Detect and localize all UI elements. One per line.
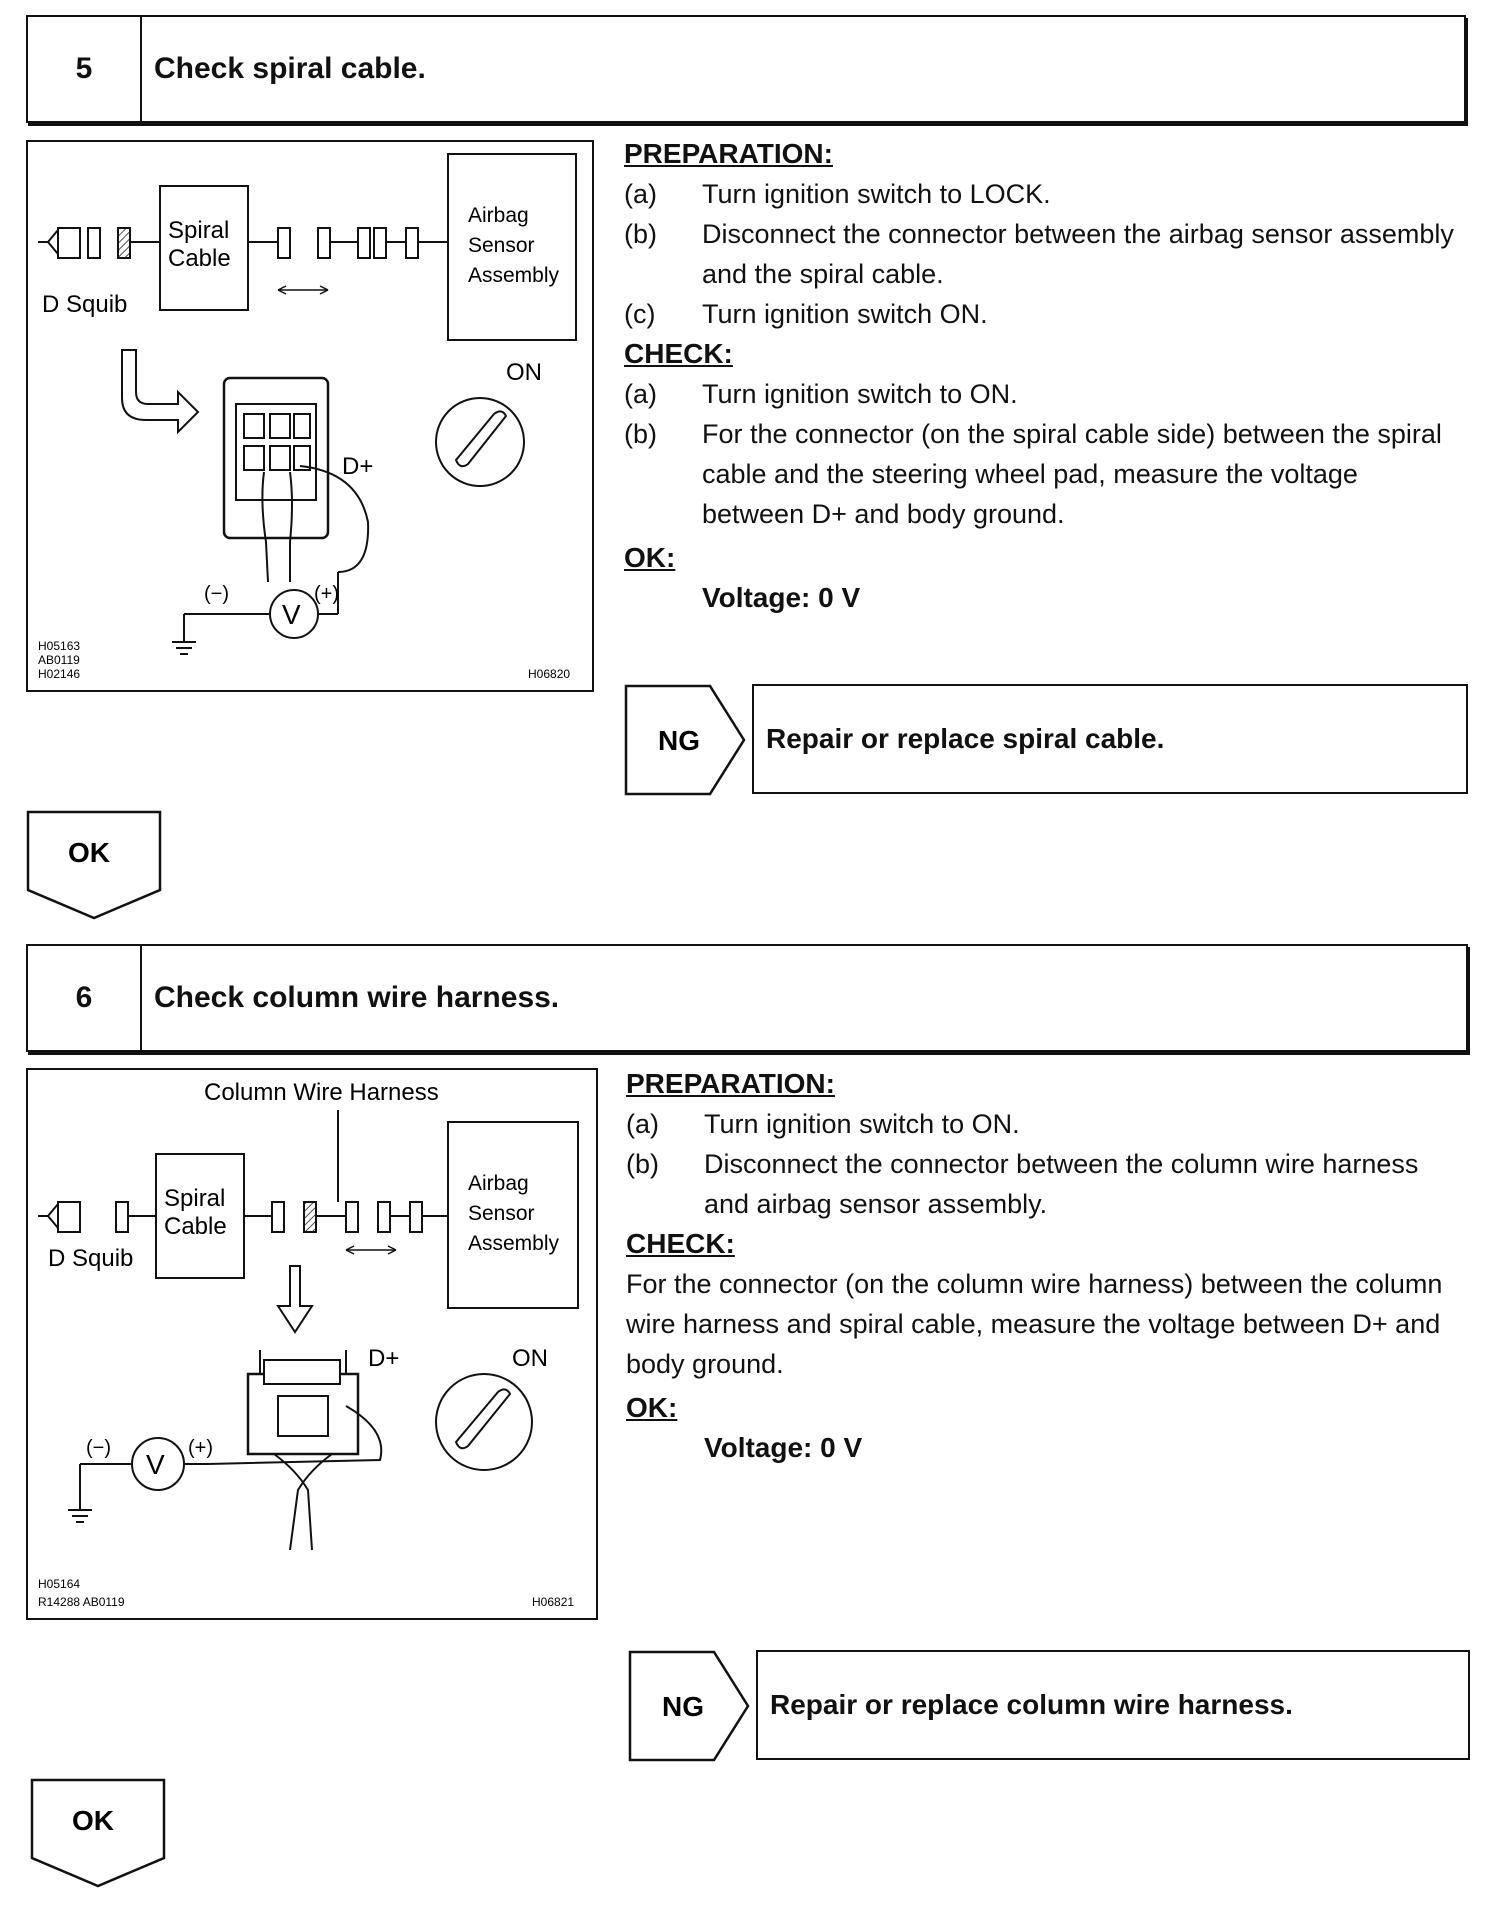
svg-text:H05164: H05164 (38, 1577, 81, 1591)
svg-text:OK: OK (68, 837, 110, 868)
svg-text:H05163: H05163 (38, 639, 81, 653)
ng-arrow-step-6 (628, 1650, 758, 1764)
svg-text:Cable: Cable (164, 1213, 227, 1240)
step-6-header (26, 944, 1468, 1052)
ok-heading: OK: (624, 542, 676, 573)
svg-text:NG: NG (662, 1691, 704, 1722)
check-heading: CHECK: (624, 338, 733, 369)
on-label: ON (506, 359, 542, 386)
preparation-heading: PREPARATION: (626, 1068, 835, 1099)
ng-arrow-step-5 (624, 684, 754, 798)
voltmeter-label: V (146, 1449, 165, 1480)
svg-text:Assembly: Assembly (468, 264, 560, 287)
preparation-heading: PREPARATION: (624, 138, 833, 169)
step-6-text: PREPARATION: (a) Turn ignition switch to ON. (b) Disconnect the connector between the column wire harness and airbag sensor assembly. CHECK: For the connector (on the column wire harness) between the column wire harness and spiral cable, measure the voltage between D+ and body ground. OK: Voltage: 0 V (626, 1064, 1466, 1468)
ok-value: Voltage: 0 V (702, 582, 861, 613)
voltmeter-label: V (282, 599, 301, 630)
svg-text:(−): (−) (86, 1437, 111, 1459)
check-heading: CHECK: (626, 1228, 735, 1259)
figure-id: H06820 (528, 667, 571, 681)
svg-text:R14288 AB0119: R14288 AB0119 (38, 1595, 125, 1609)
svg-text:AB0119: AB0119 (38, 653, 80, 667)
svg-text:H02146: H02146 (38, 667, 81, 681)
check-text: For the connector (on the column wire harness) between the column wire harness and spiral cable, measure the voltage between D+ and body ground. (626, 1269, 1443, 1379)
step-title: Check column wire harness. (154, 981, 560, 1014)
on-label: ON (512, 1345, 548, 1372)
step-6-figure (26, 1068, 598, 1620)
svg-text:NG: NG (658, 725, 700, 756)
d-plus-label: D+ (342, 453, 374, 480)
step-number: 5 (28, 17, 142, 121)
ng-action-step-5: Repair or replace spiral cable. (752, 684, 1468, 794)
d-squib-label: D Squib (42, 291, 128, 318)
ok-arrow-step-6 (30, 1778, 170, 1890)
step-number: 6 (28, 946, 142, 1050)
svg-text:Sensor: Sensor (468, 234, 535, 257)
step-5-text: PREPARATION: (a) Turn ignition switch to LOCK. (b) Disconnect the connector between the airbag sensor assembly and the spiral cable. (c) Turn ignition switch ON. CHECK: (a) Turn ignition switch to ON. (b) For the connector (on the spiral cable side) between the spiral cable and the steering wheel pad, measure the voltage between D+ and body ground. OK: Voltage: 0 V (624, 134, 1464, 618)
step-5-header (26, 15, 1466, 123)
svg-text:(+): (+) (188, 1437, 213, 1459)
ok-value: Voltage: 0 V (704, 1432, 863, 1463)
d-plus-label: D+ (368, 1345, 400, 1372)
ng-action-step-6: Repair or replace column wire harness. (756, 1650, 1470, 1760)
svg-text:Spiral: Spiral (164, 1185, 226, 1212)
svg-text:(−): (−) (204, 583, 229, 605)
svg-text:Airbag: Airbag (468, 204, 529, 227)
ok-arrow-step-5 (26, 810, 166, 922)
svg-text:OK: OK (72, 1805, 114, 1836)
svg-text:(+): (+) (314, 583, 339, 605)
figure-id: H06821 (532, 1595, 575, 1609)
step-5-figure (26, 140, 594, 692)
svg-text:Assembly: Assembly (468, 1232, 560, 1255)
spiral-cable-label-1: Spiral (168, 217, 230, 244)
column-wire-harness-label: Column Wire Harness (204, 1079, 439, 1106)
svg-text:Sensor: Sensor (468, 1202, 535, 1225)
step-title: Check spiral cable. (154, 52, 426, 85)
d-squib-label: D Squib (48, 1245, 134, 1272)
svg-text:Airbag: Airbag (468, 1172, 529, 1195)
ok-heading: OK: (626, 1392, 678, 1423)
svg-text:Cable: Cable (168, 245, 231, 272)
